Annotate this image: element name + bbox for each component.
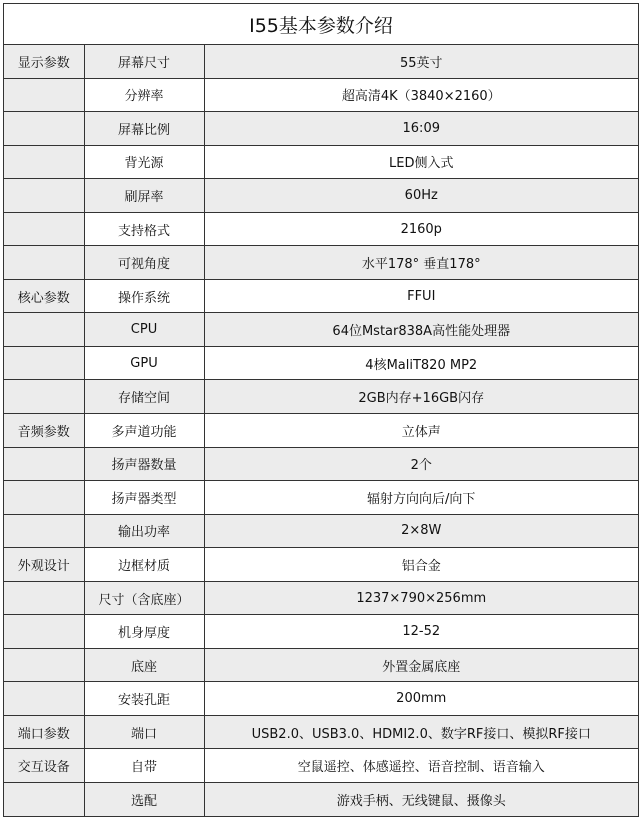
value-cell: 外置金属底座 [204,648,638,682]
table-row [4,145,638,179]
value-cell: 辐射方向向后/向下 [204,481,638,515]
param-cell: 机身厚度 [84,615,204,649]
value-cell: 2个 [204,447,638,481]
value-cell: 铝合金 [204,548,638,582]
table-row [4,447,638,481]
category-cell [4,481,84,515]
table-row [4,414,638,448]
category-cell: 外观设计 [4,548,84,582]
value-cell: 16:09 [204,112,638,146]
param-cell: 底座 [84,648,204,682]
param-cell: 屏幕比例 [84,112,204,146]
category-cell: 核心参数 [4,279,84,313]
spec-table-container [3,3,639,817]
value-cell: 2160p [204,212,638,246]
table-title: I55基本参数介绍 [4,4,638,45]
param-cell: 尺寸（含底座） [84,581,204,615]
param-cell: 扬声器数量 [84,447,204,481]
category-cell [4,313,84,347]
table-row [4,346,638,380]
value-cell: 64位Mstar838A高性能处理器 [204,313,638,347]
param-cell: 可视角度 [84,246,204,280]
value-cell: 立体声 [204,414,638,448]
param-cell: 扬声器类型 [84,481,204,515]
table-row [4,548,638,582]
category-cell [4,514,84,548]
table-row [4,78,638,112]
category-cell [4,682,84,716]
table-row [4,749,638,783]
table-row [4,715,638,749]
param-cell: 操作系统 [84,279,204,313]
value-cell: LED侧入式 [204,145,638,179]
value-cell: 200mm [204,682,638,716]
param-cell: 输出功率 [84,514,204,548]
table-row [4,313,638,347]
table-row [4,45,638,78]
category-cell [4,648,84,682]
category-cell [4,346,84,380]
value-cell: FFUI [204,279,638,313]
category-cell [4,447,84,481]
param-cell: 端口 [84,715,204,749]
category-cell: 显示参数 [4,45,84,78]
value-cell: 55英寸 [204,45,638,78]
value-cell: 空鼠遥控、体感遥控、语音控制、语音输入 [204,749,638,783]
value-cell: 60Hz [204,179,638,213]
value-cell: USB2.0、USB3.0、HDMI2.0、数字RF接口、模拟RF接口 [204,715,638,749]
param-cell: 分辨率 [84,78,204,112]
table-row [4,581,638,615]
value-cell: 1237×790×256mm [204,581,638,615]
value-cell: 水平178° 垂直178° [204,246,638,280]
param-cell: 支持格式 [84,212,204,246]
category-cell [4,380,84,414]
spec-table-body [4,45,638,816]
category-cell [4,246,84,280]
table-row [4,212,638,246]
param-cell: GPU [84,346,204,380]
spec-table [4,45,638,816]
table-row [4,279,638,313]
param-cell: 边框材质 [84,548,204,582]
param-cell: CPU [84,313,204,347]
category-cell [4,145,84,179]
category-cell [4,581,84,615]
table-row [4,112,638,146]
category-cell [4,783,84,816]
table-row [4,246,638,280]
category-cell [4,615,84,649]
param-cell: 背光源 [84,145,204,179]
table-row [4,783,638,816]
value-cell: 游戏手柄、无线键鼠、摄像头 [204,783,638,816]
table-row [4,514,638,548]
category-cell [4,78,84,112]
table-row [4,615,638,649]
param-cell: 安装孔距 [84,682,204,716]
table-row [4,380,638,414]
param-cell: 刷屏率 [84,179,204,213]
category-cell: 交互设备 [4,749,84,783]
param-cell: 多声道功能 [84,414,204,448]
param-cell: 屏幕尺寸 [84,45,204,78]
value-cell: 超高清4K（3840×2160） [204,78,638,112]
category-cell: 端口参数 [4,715,84,749]
param-cell: 选配 [84,783,204,816]
category-cell: 音频参数 [4,414,84,448]
value-cell: 12-52 [204,615,638,649]
param-cell: 自带 [84,749,204,783]
category-cell [4,179,84,213]
value-cell: 4核MaliT820 MP2 [204,346,638,380]
value-cell: 2×8W [204,514,638,548]
table-row [4,648,638,682]
table-row [4,179,638,213]
param-cell: 存储空间 [84,380,204,414]
value-cell: 2GB内存+16GB闪存 [204,380,638,414]
category-cell [4,212,84,246]
table-row [4,481,638,515]
table-row [4,682,638,716]
category-cell [4,112,84,146]
